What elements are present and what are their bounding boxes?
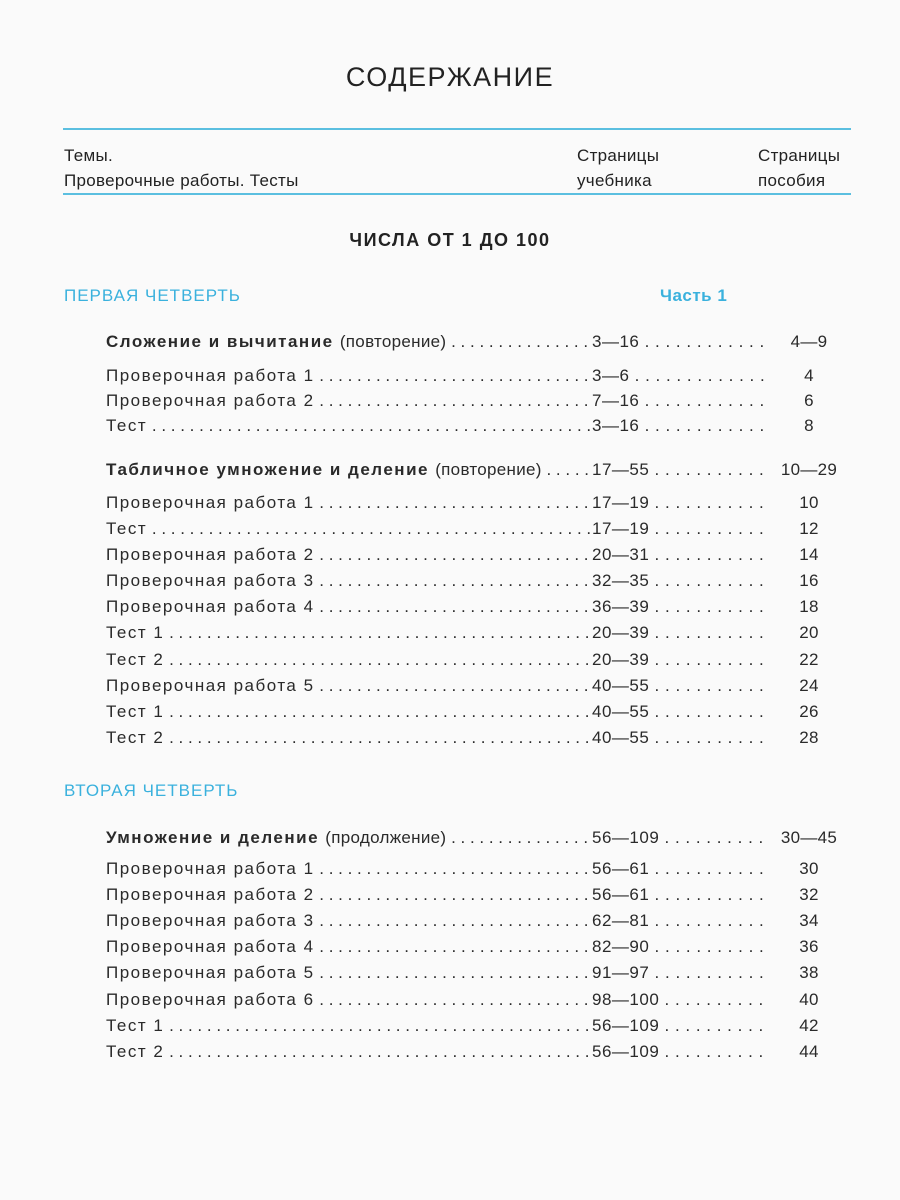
toc-item-row[interactable] [106, 364, 814, 388]
toc-item-row[interactable] [106, 414, 814, 438]
manual-page: 4—9 [766, 330, 852, 354]
toc-item-row[interactable] [106, 595, 819, 619]
textbook-pages: 56—109 . . . [590, 826, 778, 850]
manual-page: 20 [766, 621, 852, 645]
topic-label [106, 458, 596, 482]
manual-page: 10—29 [766, 458, 852, 482]
textbook-pages: 17—19 . . . [590, 491, 778, 515]
column-header-topics-line1: Темы. [64, 146, 114, 165]
item-label: Проверочная работа 4 . . . [106, 935, 596, 959]
topic-note: (повторение) [435, 460, 542, 479]
manual-page: 22 [766, 648, 852, 672]
manual-page: 26 [766, 700, 852, 724]
textbook-pages: 3—6 . . . [590, 364, 778, 388]
column-header-manual-line1: Страницы [758, 146, 841, 165]
toc-item-row[interactable] [106, 543, 819, 567]
item-label: Проверочная работа 3 . . . [106, 569, 596, 593]
column-header-topics-line2: Проверочные работы. Тесты [64, 171, 299, 190]
toc-item-row[interactable] [106, 517, 819, 541]
header-bottom-rule [63, 193, 851, 195]
textbook-pages: 17—19 . . . [590, 517, 778, 541]
textbook-pages: 7—16 . . . [590, 389, 778, 413]
manual-page: 18 [766, 595, 852, 619]
toc-item-row[interactable] [106, 988, 819, 1012]
manual-page: 34 [766, 909, 852, 933]
textbook-pages: 98—100 . . . [590, 988, 778, 1012]
manual-page: 36 [766, 935, 852, 959]
topic-label [106, 826, 596, 850]
column-header-textbook-line2: учебника [577, 171, 652, 190]
manual-page: 16 [766, 569, 852, 593]
topic-label [106, 330, 596, 354]
textbook-pages: 20—39 . . . [590, 621, 778, 645]
manual-page: 12 [766, 517, 852, 541]
toc-item-row[interactable] [106, 883, 819, 907]
manual-page: 38 [766, 961, 852, 985]
item-label: Проверочная работа 1 . . . [106, 364, 596, 388]
manual-page: 42 [766, 1014, 852, 1038]
toc-topic-row[interactable] [106, 330, 828, 354]
manual-page: 32 [766, 883, 852, 907]
toc-item-row[interactable] [106, 726, 819, 750]
toc-item-row[interactable] [106, 1040, 819, 1064]
item-label: Проверочная работа 6 . . . [106, 988, 596, 1012]
item-label: Проверочная работа 2 . . . [106, 389, 596, 413]
textbook-pages: 17—55 . . . [590, 458, 778, 482]
topic-note: (продолжение) [325, 828, 447, 847]
manual-page: 28 [766, 726, 852, 750]
toc-item-row[interactable] [106, 1014, 819, 1038]
manual-page: 44 [766, 1040, 852, 1064]
textbook-pages: 82—90 . . . [590, 935, 778, 959]
item-label: Тест 2 . . . [106, 1040, 596, 1064]
manual-page: 14 [766, 543, 852, 567]
textbook-pages: 3—16 . . . [590, 330, 778, 354]
manual-page: 4 [766, 364, 852, 388]
textbook-pages: 56—109 . . . [590, 1014, 778, 1038]
textbook-pages: 56—61 . . . [590, 883, 778, 907]
item-label: Проверочная работа 3 . . . [106, 909, 596, 933]
manual-page: 24 [766, 674, 852, 698]
textbook-pages: 20—31 . . . [590, 543, 778, 567]
toc-item-row[interactable] [106, 491, 819, 515]
textbook-pages: 40—55 . . . [590, 674, 778, 698]
column-header-topics [64, 143, 299, 193]
toc-item-row[interactable] [106, 961, 819, 985]
item-label: Проверочная работа 5 . . . [106, 674, 596, 698]
manual-page: 40 [766, 988, 852, 1012]
toc-item-row[interactable] [106, 648, 819, 672]
item-label: Тест . . . [106, 517, 596, 541]
textbook-pages: 3—16 . . . [590, 414, 778, 438]
manual-page: 30—45 [766, 826, 852, 850]
manual-page: 30 [766, 857, 852, 881]
quarter-title-first: ПЕРВАЯ ЧЕТВЕРТЬ [64, 286, 241, 305]
textbook-pages: 40—55 . . . [590, 726, 778, 750]
item-label: Проверочная работа 2 . . . [106, 543, 596, 567]
textbook-pages: 62—81 . . . [590, 909, 778, 933]
quarter-title-second: ВТОРАЯ ЧЕТВЕРТЬ [64, 781, 239, 800]
item-label: Проверочная работа 1 . . . [106, 491, 596, 515]
manual-page: 8 [766, 414, 852, 438]
part-label: Часть 1 [660, 286, 728, 305]
topic-title: Умножение и деление [106, 828, 320, 847]
textbook-pages: 20—39 . . . [590, 648, 778, 672]
section-title: ЧИСЛА ОТ 1 ДО 100 [349, 230, 551, 250]
topic-title: Табличное умножение и деление [106, 460, 429, 479]
column-header-manual [758, 143, 840, 193]
item-label: Тест 1 . . . [106, 621, 596, 645]
toc-topic-row[interactable] [106, 458, 838, 482]
textbook-pages: 56—109 . . . [590, 1040, 778, 1064]
toc-item-row[interactable] [106, 935, 819, 959]
toc-item-row[interactable] [106, 621, 819, 645]
column-header-textbook [577, 143, 659, 193]
item-label: Проверочная работа 5 . . . [106, 961, 596, 985]
textbook-pages: 56—61 . . . [590, 857, 778, 881]
textbook-pages: 91—97 . . . [590, 961, 778, 985]
toc-item-row[interactable] [106, 700, 819, 724]
column-header-manual-line2: пособия [758, 171, 826, 190]
item-label: Тест 1 . . . [106, 1014, 596, 1038]
item-label: Тест 2 . . . [106, 726, 596, 750]
manual-page: 6 [766, 389, 852, 413]
item-label: Проверочная работа 1 . . . [106, 857, 596, 881]
textbook-pages: 36—39 . . . [590, 595, 778, 619]
toc-item-row[interactable] [106, 389, 814, 413]
toc-topic-row[interactable] [106, 826, 838, 850]
item-label: Тест 2 . . . [106, 648, 596, 672]
manual-page: 10 [766, 491, 852, 515]
column-header-textbook-line1: Страницы [577, 146, 660, 165]
topic-title: Сложение и вычитание [106, 332, 334, 351]
toc-item-row[interactable] [106, 674, 819, 698]
textbook-pages: 40—55 . . . [590, 700, 778, 724]
textbook-pages: 32—35 . . . [590, 569, 778, 593]
item-label: Проверочная работа 2 . . . [106, 883, 596, 907]
item-label: Тест . . . [106, 414, 596, 438]
item-label: Проверочная работа 4 . . . [106, 595, 596, 619]
topic-note: (повторение) [339, 332, 447, 351]
page-title: СОДЕРЖАНИЕ [345, 62, 555, 92]
toc-item-row[interactable] [106, 909, 819, 933]
header-top-rule [63, 128, 851, 130]
toc-item-row[interactable] [106, 857, 819, 881]
item-label: Тест 1 . . . [106, 700, 596, 724]
toc-item-row[interactable] [106, 569, 819, 593]
